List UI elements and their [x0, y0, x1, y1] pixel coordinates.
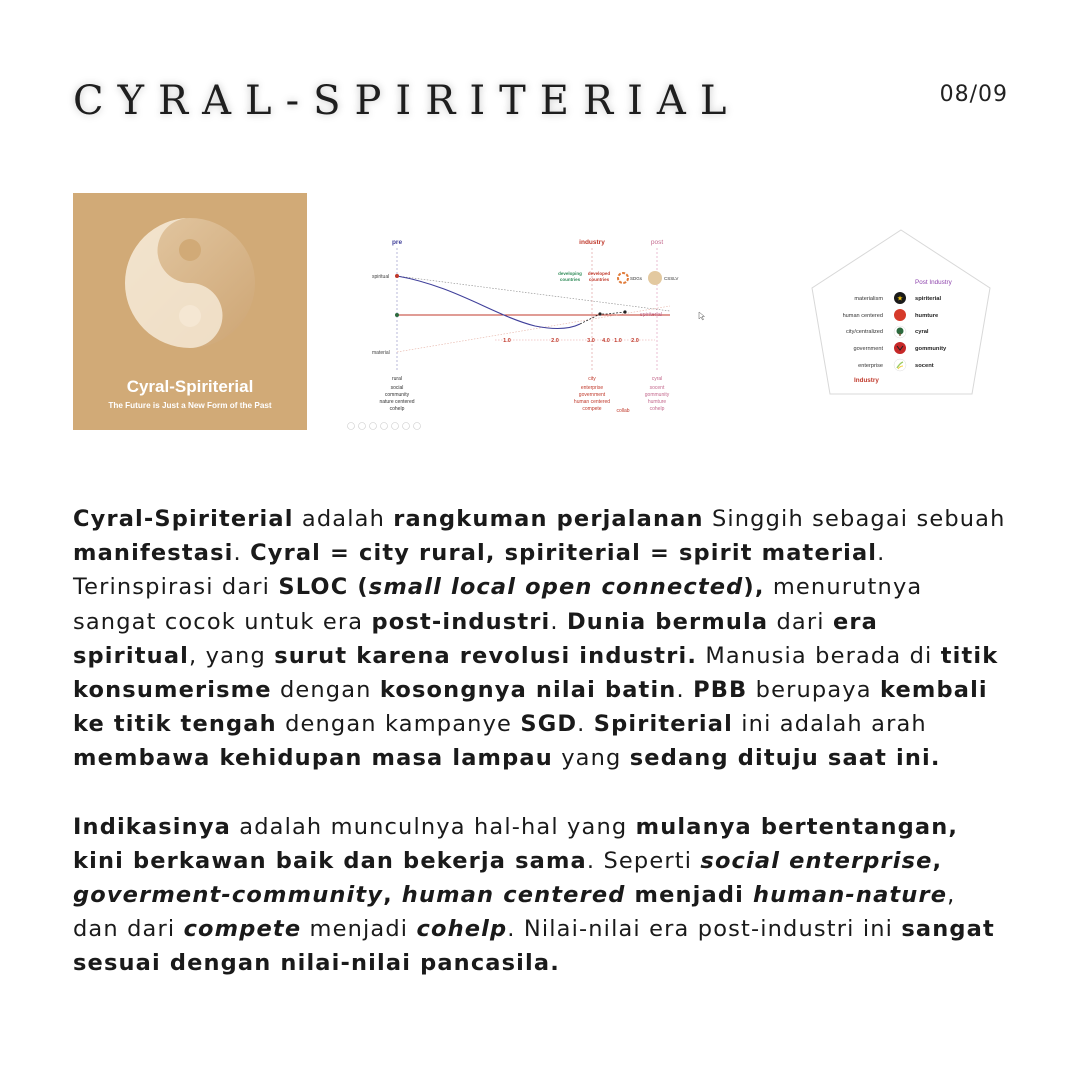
col-city-3: human centered [573, 399, 611, 405]
post-industry-label: Post Industry [915, 279, 952, 286]
row-right-4: socent [915, 363, 934, 369]
tag-developing-1: developing [558, 271, 582, 276]
emphasis-run: Cyral = city rural, spiriterial = spirit material [250, 540, 878, 567]
svg-text:★: ★ [896, 295, 904, 303]
row-left-1: human centered [842, 313, 883, 319]
row-right-1: humture [915, 313, 939, 319]
emphasis-run: kembali ke titik tengah [73, 677, 988, 738]
col-city-0: city [588, 376, 596, 382]
emphasis-run: Spiriterial [593, 711, 733, 738]
tag-developing-2: countries [559, 277, 581, 282]
col-cyral-3: humture [647, 399, 667, 405]
scale-1: 1.0 [503, 338, 511, 344]
emphasis-run: kosongnya nilai batin [379, 677, 677, 704]
emphasis-run: era spiritual [73, 608, 878, 669]
emphasis-run: compete [183, 916, 302, 943]
emphasis-run: PBB [693, 677, 748, 704]
axis-material: material [372, 350, 390, 356]
emphasis-run: human centered [401, 882, 626, 909]
cover-subtitle: The Future is Just a New Form of the Past [108, 401, 272, 410]
emphasis-run: mulanya bertentangan, kini berkawan baik dan bekerja sama [73, 813, 959, 874]
col-rural-4: cohelp [389, 406, 405, 412]
row-left-2: city/centralized [846, 329, 883, 335]
industry-label: Industry [854, 377, 879, 384]
cover-image [73, 193, 307, 430]
scale-4: 4.0 [602, 338, 610, 344]
chain-icon [894, 309, 906, 321]
axis-spiritual: spiritual [372, 274, 390, 280]
emphasis-run: rangkuman perjalanan [393, 506, 704, 532]
row-left-0: materialism [854, 296, 883, 302]
emphasis-run: , [383, 882, 402, 909]
emphasis-run: goverment-community [73, 882, 384, 909]
emphasis-run: post-industri [371, 608, 551, 635]
bull-icon [894, 342, 906, 354]
col-city-2: government [578, 392, 606, 398]
scale-2: 2.0 [551, 338, 559, 344]
header-pre: pre [391, 239, 403, 246]
tag-developed-2: countries [588, 277, 610, 282]
col-cyral-4: cohelp [649, 406, 665, 412]
emphasis-run: human-nature [752, 882, 948, 909]
row-right-3: gommunity [915, 346, 947, 352]
page-title: CYRAL-SPIRITERIAL [73, 78, 741, 124]
emphasis-run: menjadi [625, 882, 753, 909]
scale-5: 1.0 [614, 338, 622, 344]
pentagon-diagram [810, 228, 992, 396]
row-right-0: spiriterial [915, 296, 942, 302]
row-left-3: government [853, 346, 883, 352]
paragraph-2: Indikasinya adalah munculnya hal-hal yang mulanya bertentangan, kini berkawan baik dan bekerja sama. Seperti social enterprise, goverment-community, human centered menjadi human-nature, dan dari compete menjadi cohelp. Nilai-nilai era post-industri ini sangat sesuai dengan nilai-nilai pancasila. [73, 813, 995, 977]
col-rural-0: rural [391, 376, 403, 382]
emphasis-run: sedang dituju saat ini. [629, 745, 941, 772]
col-collab: collab [616, 408, 630, 414]
scale-3: 3.0 [587, 338, 595, 344]
emphasis-run: membawa kehidupan masa lampau [73, 745, 553, 772]
emphasis-run: Dunia bermula [566, 608, 769, 635]
emphasis-run: Indikasinya [73, 813, 231, 840]
col-cyral-1: socent [649, 385, 665, 391]
timeline-diagram [345, 196, 720, 430]
emphasis-run: ), [743, 574, 765, 601]
emphasis-run: SGD [520, 711, 578, 738]
col-rural-1: social [390, 385, 404, 391]
row-left-4: enterprise [858, 363, 883, 369]
emphasis-run: titik konsumerisme [73, 642, 999, 704]
csslv-icon [648, 271, 662, 285]
paragraph-1: Cyral-Spiriterial adalah rangkuman perjalanan Singgih sebagai sebuah manifestasi. Cyral = city rural, spiriterial = spirit material. Terinspirasi dari SLOC (small local open connected), menurutnya sangat cocok untuk era post-industri. Dunia bermula dari era spiritual, yang surut karena revolusi industri. Manusia berada di titik konsumerisme dengan kosongnya nilai batin. PBB berupaya kembali ke titik tengah dengan kampanye SGD. Spiriterial ini adalah arah membawa kehidupan masa lampau yang sedang dituju saat ini. [73, 506, 1006, 772]
label-spiriterial: spiriterial [640, 312, 663, 318]
emphasis-run: , [932, 847, 943, 874]
tag-csslv: CSSLV [664, 276, 679, 281]
scale-6: 2.0 [631, 338, 639, 344]
emphasis-run: manifestasi [73, 540, 234, 567]
row-right-2: cyral [915, 329, 929, 335]
col-cyral-0: cyral [651, 376, 663, 382]
emphasis-run: SLOC ( [278, 574, 369, 601]
col-city-4: compete [582, 406, 602, 412]
emphasis-run: surut karena revolusi industri. [274, 642, 698, 669]
tag-sdgs: SDGs [630, 276, 643, 281]
header-industry: industry [579, 239, 605, 246]
emphasis-run: small local open connected [368, 574, 744, 601]
emphasis-run: social enterprise [700, 847, 933, 874]
col-city-1: enterprise [580, 385, 604, 391]
body-text [73, 502, 1008, 981]
cover-title: Cyral-Spiriterial [126, 377, 254, 396]
col-rural-2: community [384, 392, 410, 398]
emphasis-run: sangat sesuai dengan nilai-nilai pancasila. [73, 916, 995, 977]
tag-developed-1: developed [587, 271, 611, 276]
page-number: 08/09 [939, 82, 1008, 107]
emphasis-run: Cyral-Spiriterial [73, 506, 294, 532]
col-rural-3: nature centered [379, 399, 415, 405]
header-post: post [650, 239, 664, 246]
emphasis-run: cohelp [416, 916, 508, 943]
col-cyral-2: gommunity [644, 392, 670, 398]
